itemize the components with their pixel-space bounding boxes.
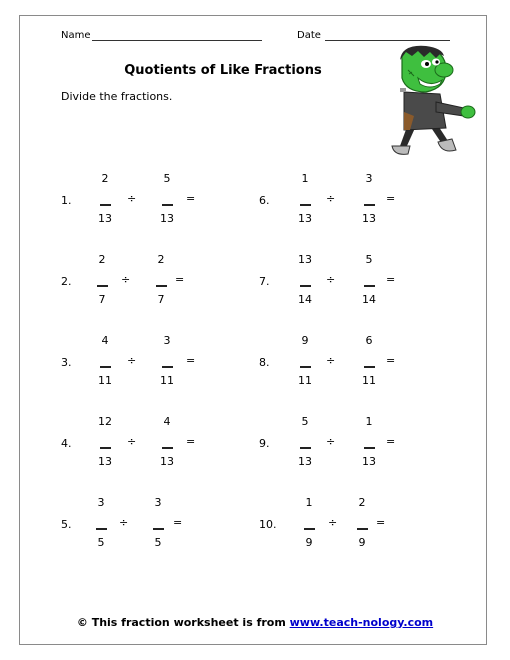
division-sign: ÷ xyxy=(127,354,137,367)
name-label: Name xyxy=(61,30,91,41)
footer-link[interactable]: www.teach-nology.com xyxy=(289,616,434,629)
fraction-bar xyxy=(364,285,375,287)
fraction-2 xyxy=(150,253,172,313)
problem-2 xyxy=(61,253,211,313)
name-line xyxy=(92,40,262,41)
fraction-2 xyxy=(156,334,178,394)
division-sign: ÷ xyxy=(326,435,336,448)
denominator: 13 xyxy=(98,455,112,468)
fraction-1 xyxy=(94,415,116,475)
problem-number: 7. xyxy=(259,275,270,288)
problem-6 xyxy=(259,172,409,232)
fraction-bar xyxy=(162,366,173,368)
fraction-2 xyxy=(156,172,178,232)
equals-sign: = xyxy=(386,273,396,286)
numerator: 3 xyxy=(97,496,105,509)
division-sign: ÷ xyxy=(127,192,137,205)
denominator: 7 xyxy=(98,293,106,306)
equals-sign: = xyxy=(173,516,183,529)
fraction-2 xyxy=(358,415,380,475)
fraction-1 xyxy=(91,253,113,313)
denominator: 13 xyxy=(362,212,376,225)
footer xyxy=(0,616,510,629)
equals-sign: = xyxy=(186,192,196,205)
denominator: 7 xyxy=(157,293,165,306)
numerator: 3 xyxy=(365,172,373,185)
numerator: 12 xyxy=(98,415,112,428)
fraction-2 xyxy=(156,415,178,475)
denominator: 14 xyxy=(362,293,376,306)
fraction-2 xyxy=(351,496,373,556)
fraction-2 xyxy=(358,334,380,394)
fraction-1 xyxy=(294,415,316,475)
division-sign: ÷ xyxy=(326,192,336,205)
denominator: 9 xyxy=(305,536,313,549)
numerator: 1 xyxy=(301,172,309,185)
denominator: 13 xyxy=(298,455,312,468)
fraction-bar xyxy=(364,447,375,449)
fraction-1 xyxy=(294,334,316,394)
fraction-bar xyxy=(162,204,173,206)
equals-sign: = xyxy=(186,435,196,448)
division-sign: ÷ xyxy=(119,516,129,529)
fraction-bar xyxy=(100,204,111,206)
numerator: 2 xyxy=(98,253,106,266)
instructions: Divide the fractions. xyxy=(61,90,173,103)
fraction-bar xyxy=(97,285,108,287)
denominator: 11 xyxy=(160,374,174,387)
fraction-1 xyxy=(90,496,112,556)
denominator: 14 xyxy=(298,293,312,306)
numerator: 5 xyxy=(163,172,171,185)
fraction-bar xyxy=(156,285,167,287)
denominator: 13 xyxy=(298,212,312,225)
fraction-1 xyxy=(94,172,116,232)
equals-sign: = xyxy=(175,273,185,286)
numerator: 3 xyxy=(154,496,162,509)
problem-number: 10. xyxy=(259,518,277,531)
denominator: 13 xyxy=(98,212,112,225)
equals-sign: = xyxy=(376,516,386,529)
division-sign: ÷ xyxy=(328,516,338,529)
numerator: 2 xyxy=(358,496,366,509)
fraction-1 xyxy=(294,253,316,313)
numerator: 4 xyxy=(101,334,109,347)
problem-10 xyxy=(259,496,409,556)
problem-number: 9. xyxy=(259,437,270,450)
denominator: 11 xyxy=(298,374,312,387)
equals-sign: = xyxy=(386,354,396,367)
denominator: 9 xyxy=(358,536,366,549)
numerator: 5 xyxy=(365,253,373,266)
numerator: 2 xyxy=(101,172,109,185)
problem-7 xyxy=(259,253,409,313)
fraction-2 xyxy=(358,172,380,232)
numerator: 3 xyxy=(163,334,171,347)
worksheet-title: Quotients of Like Fractions xyxy=(124,63,322,78)
fraction-bar xyxy=(364,366,375,368)
fraction-bar xyxy=(300,447,311,449)
denominator: 5 xyxy=(97,536,105,549)
numerator: 6 xyxy=(365,334,373,347)
fraction-1 xyxy=(94,334,116,394)
denominator: 13 xyxy=(160,455,174,468)
problem-number: 6. xyxy=(259,194,270,207)
numerator: 13 xyxy=(298,253,312,266)
date-label: Date xyxy=(297,30,321,41)
fraction-bar xyxy=(300,204,311,206)
problem-5 xyxy=(61,496,211,556)
problem-number: 8. xyxy=(259,356,270,369)
frankenstein-mascot-icon xyxy=(380,42,476,160)
fraction-2 xyxy=(358,253,380,313)
division-sign: ÷ xyxy=(121,273,131,286)
fraction-bar xyxy=(304,528,315,530)
fraction-bar xyxy=(153,528,164,530)
problem-number: 4. xyxy=(61,437,72,450)
problem-number: 5. xyxy=(61,518,72,531)
fraction-bar xyxy=(300,285,311,287)
problem-number: 3. xyxy=(61,356,72,369)
equals-sign: = xyxy=(386,435,396,448)
fraction-bar xyxy=(100,366,111,368)
problem-4 xyxy=(61,415,211,475)
numerator: 9 xyxy=(301,334,309,347)
problem-8 xyxy=(259,334,409,394)
denominator: 5 xyxy=(154,536,162,549)
division-sign: ÷ xyxy=(127,435,137,448)
numerator: 1 xyxy=(365,415,373,428)
fraction-bar xyxy=(162,447,173,449)
fraction-1 xyxy=(294,172,316,232)
equals-sign: = xyxy=(186,354,196,367)
denominator: 13 xyxy=(160,212,174,225)
numerator: 2 xyxy=(157,253,165,266)
denominator: 13 xyxy=(362,455,376,468)
division-sign: ÷ xyxy=(326,354,336,367)
problem-9 xyxy=(259,415,409,475)
fraction-bar xyxy=(96,528,107,530)
problem-3 xyxy=(61,334,211,394)
denominator: 11 xyxy=(98,374,112,387)
date-line xyxy=(325,40,450,41)
fraction-bar xyxy=(300,366,311,368)
fraction-bar xyxy=(100,447,111,449)
fraction-bar xyxy=(364,204,375,206)
problem-1 xyxy=(61,172,211,232)
problem-number: 1. xyxy=(61,194,72,207)
fraction-1 xyxy=(298,496,320,556)
fraction-2 xyxy=(147,496,169,556)
problem-number: 2. xyxy=(61,275,72,288)
footer-text: © This fraction worksheet is from xyxy=(76,616,286,629)
numerator: 1 xyxy=(305,496,313,509)
denominator: 11 xyxy=(362,374,376,387)
fraction-bar xyxy=(357,528,368,530)
equals-sign: = xyxy=(386,192,396,205)
numerator: 4 xyxy=(163,415,171,428)
division-sign: ÷ xyxy=(326,273,336,286)
numerator: 5 xyxy=(301,415,309,428)
